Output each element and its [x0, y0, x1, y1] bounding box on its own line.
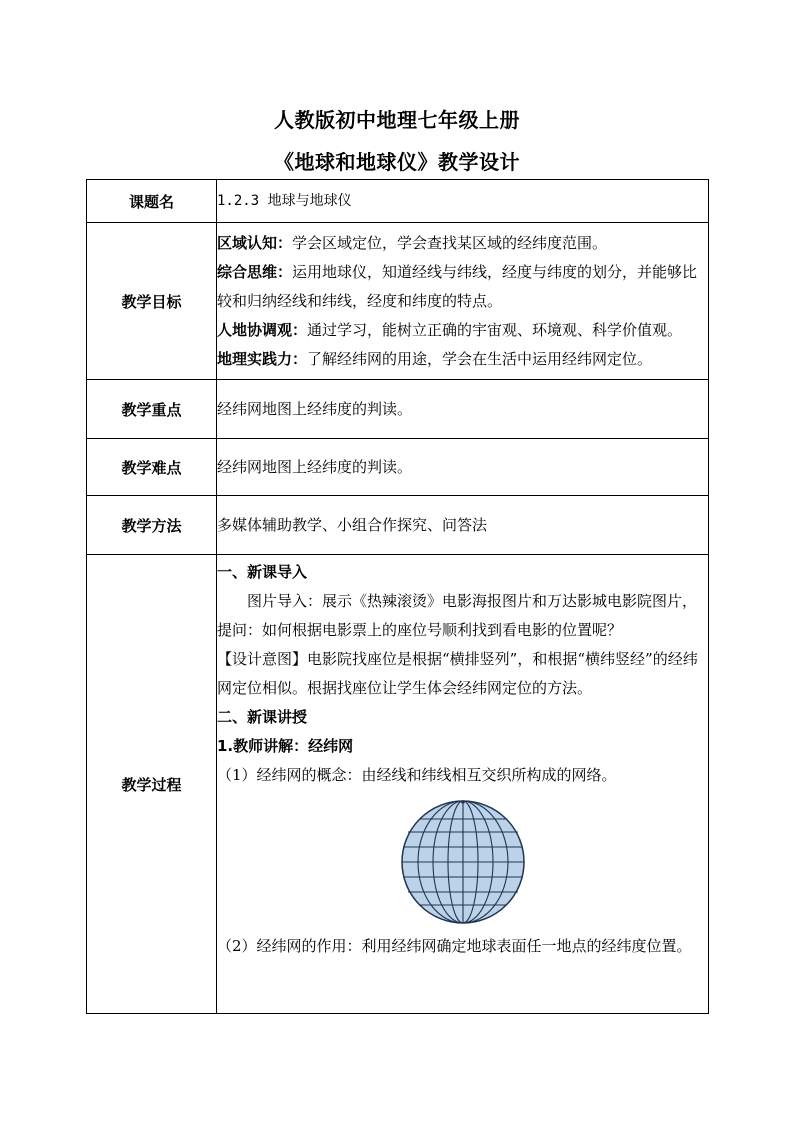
item2-text: （2）经纬网的作用：利用经纬网确定地球表面任一地点的经纬度位置。	[217, 937, 692, 955]
goal-head: 地理实践力：	[217, 349, 308, 368]
process-content	[217, 555, 709, 1014]
row-key-points	[87, 380, 709, 439]
topic-label: 课题名	[87, 180, 217, 223]
section2-title: 二、新课讲授	[217, 708, 308, 726]
globe-icon	[399, 798, 527, 926]
row-topic	[87, 180, 709, 223]
design-intent-text: 电影院找座位是根据“横排竖列”，和根据“横纬竖经”的经纬网定位相似。根据找座位让学生体会经纬网定位的方法。	[217, 650, 698, 697]
key-points-label: 教学重点	[87, 380, 217, 439]
design-intent-head: 【设计意图】	[217, 650, 308, 668]
methods-label: 教学方法	[87, 496, 217, 555]
document-subtitle: 《地球和地球仪》教学设计	[274, 150, 520, 174]
difficulties-label: 教学难点	[87, 439, 217, 496]
topic-value-text: 1.2.3 地球与地球仪	[217, 193, 352, 209]
topic-value	[217, 180, 709, 223]
sub1-title: 1.教师讲解：经纬网	[217, 737, 354, 755]
goal-text: 了解经纬网的用途，学会在生活中运用经纬网定位。	[307, 349, 653, 368]
goal-item	[217, 229, 708, 258]
goals-content	[217, 223, 709, 380]
goal-head: 区域认知：	[217, 233, 293, 252]
process-label: 教学过程	[87, 555, 217, 1014]
goal-item	[217, 345, 708, 374]
row-difficulties	[87, 439, 709, 496]
methods-value: 多媒体辅助教学、小组合作探究、问答法	[217, 496, 709, 555]
document-title: 人教版初中地理七年级上册	[274, 108, 520, 132]
goal-text: 运用地球仪，知道经线与纬线，经度与纬度的划分，并能够比较和归纳经线和纬线，经度和纬度的特点。	[217, 262, 698, 310]
lesson-plan-table	[86, 179, 709, 1014]
globe-figure	[217, 790, 708, 932]
goal-text: 通过学习，能树立正确的宇宙观、环境观、科学价值观。	[307, 320, 683, 339]
item1-text: （1）经纬网的概念：由经线和纬线相互交织所构成的网络。	[217, 766, 617, 784]
goal-head: 人地协调观：	[217, 320, 308, 339]
goal-item	[217, 316, 708, 345]
key-points-value: 经纬网地图上经纬度的判读。	[217, 380, 709, 439]
section1-title: 一、新课导入	[217, 563, 308, 581]
goal-item	[217, 258, 708, 316]
goal-text: 学会区域定位，学会查找某区域的经纬度范围。	[292, 233, 608, 252]
row-methods	[87, 496, 709, 555]
row-process	[87, 555, 709, 1014]
section1-text: 图片导入：展示《热辣滚烫》电影海报图片和万达影城电影院图片，提问：如何根据电影票上的座位号顺利找到看电影的位置呢？	[217, 592, 698, 639]
design-intent	[217, 645, 708, 703]
difficulties-value: 经纬网地图上经纬度的判读。	[217, 439, 709, 496]
goal-head: 综合思维：	[217, 262, 293, 281]
goals-label: 教学目标	[87, 223, 217, 380]
row-goals	[87, 223, 709, 380]
